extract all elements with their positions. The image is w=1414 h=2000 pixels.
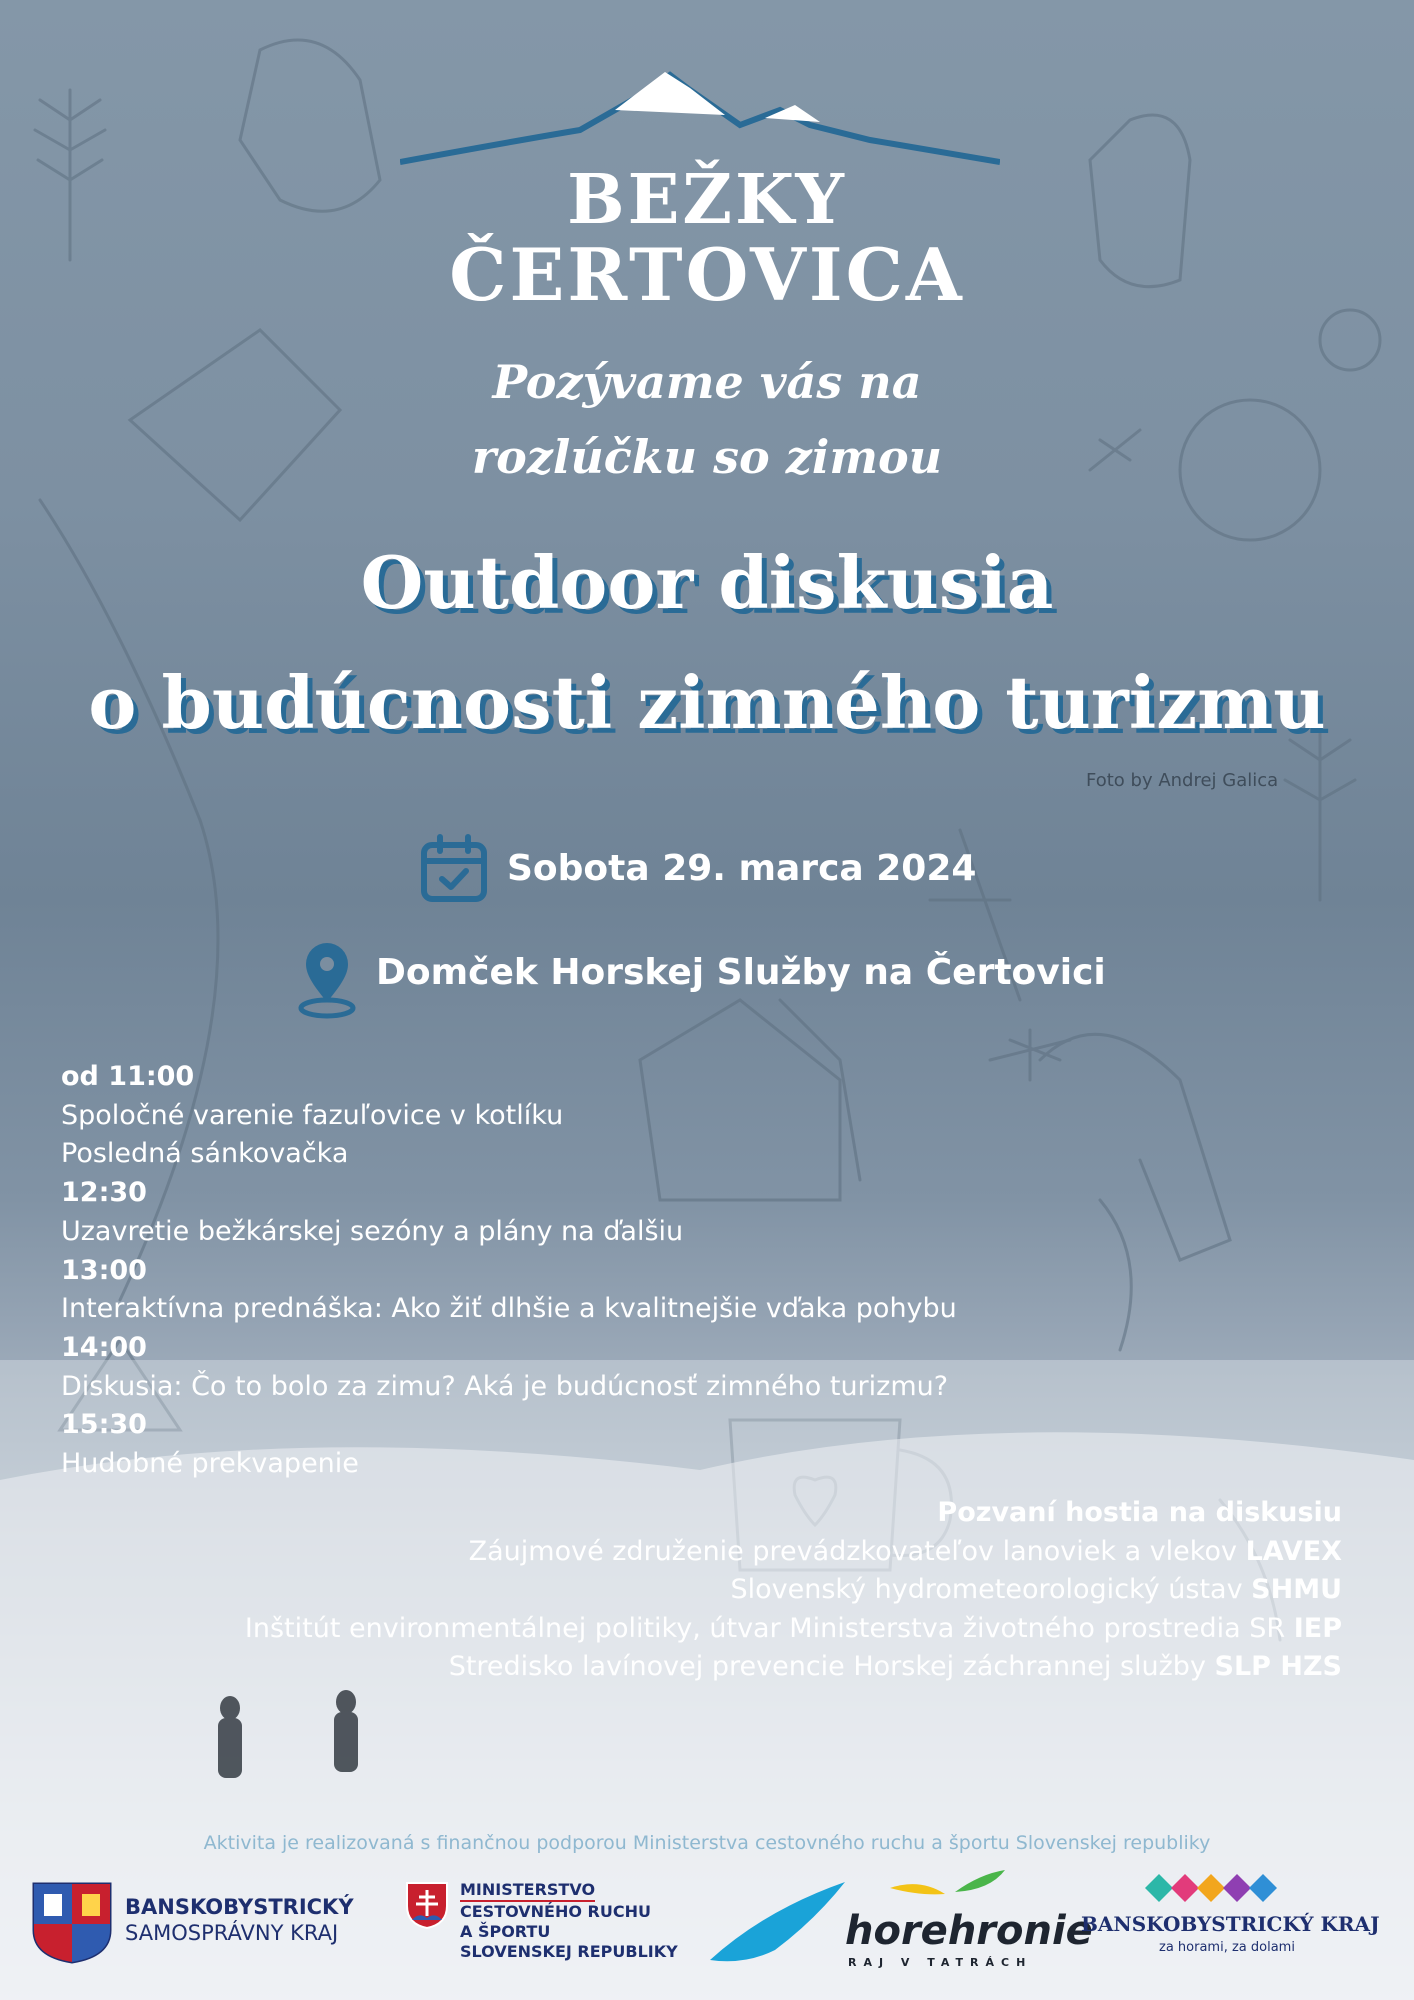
program-activity: Interaktívna prednáška: Ako žiť dlhšie a kvalitnejšie vďaka pohybu — [61, 1293, 957, 1325]
ministry-logo — [402, 1880, 692, 1970]
horehronie-logo — [705, 1870, 1093, 1970]
brand-title-line1: BEŽKY — [567, 160, 847, 240]
bbkraj-tagline: za horami, za dolami — [1159, 1940, 1295, 1955]
ministry-line2: CESTOVNÉHO RUCHU — [460, 1902, 651, 1921]
brand-title-line2: ČERTOVICA — [449, 232, 965, 317]
program-time: 14:00 — [61, 1331, 147, 1363]
guest-abbr: IEP — [1293, 1612, 1342, 1644]
map-pin-icon — [292, 940, 362, 1020]
guest-name: Záujmové združenie prevádzkovateľov lanoviek a vlekov — [468, 1535, 1237, 1567]
slovak-shield-icon — [402, 1880, 452, 1930]
program-activity: Spoločné varenie fazuľovice v kotlíku — [61, 1099, 564, 1131]
ministry-logo-text — [460, 1880, 678, 1962]
guest-item — [245, 1533, 1342, 1572]
bbsk-logo — [30, 1880, 380, 1960]
program-schedule — [61, 1058, 1161, 1484]
event-venue: Domček Horskej Služby na Čertovici — [376, 952, 1106, 993]
bbkraj-hearts-icon — [1075, 1868, 1395, 1908]
guest-item — [245, 1610, 1342, 1649]
ministry-line4: SLOVENSKEJ REPUBLIKY — [460, 1942, 678, 1961]
photo-credit: Foto by Andrej Galica — [1086, 770, 1279, 791]
invite-line2: rozlúčku so zimou — [471, 430, 943, 484]
program-time: 12:30 — [61, 1177, 147, 1209]
bbkraj-name: BANSKOBYSTRICKÝ KRAJ — [1081, 1912, 1380, 1936]
program-activity: Posledná sánkovačka — [61, 1138, 349, 1170]
funding-note: Aktivita je realizovaná s finančnou podporou Ministerstva cestovného ruchu a športu Slovenskej republiky — [203, 1832, 1211, 1854]
bbsk-line2: SAMOSPRÁVNY KRAJ — [125, 1921, 339, 1945]
event-date: Sobota 29. marca 2024 — [507, 848, 977, 889]
horehronie-name: horehronie — [845, 1908, 1093, 1954]
program-activity: Hudobné prekvapenie — [61, 1448, 359, 1480]
bbsk-line1: BANSKOBYSTRICKÝ — [125, 1895, 354, 1919]
guests-list — [245, 1494, 1342, 1687]
bbkraj-logo — [1075, 1868, 1395, 1968]
invite-line1: Pozývame vás na — [492, 355, 922, 409]
guest-abbr: LAVEX — [1245, 1535, 1342, 1567]
guest-item — [245, 1648, 1342, 1687]
program-time: od 11:00 — [61, 1061, 195, 1092]
guest-item — [245, 1571, 1342, 1610]
guest-name: Stredisko lavínovej prevencie Horskej záchrannej služby — [448, 1651, 1206, 1682]
ministry-line3: A ŠPORTU — [460, 1922, 551, 1941]
program-time: 15:30 — [61, 1409, 147, 1441]
horehronie-tagline: RAJ V TATRÁCH — [848, 1956, 1033, 1969]
guest-abbr: SLP HZS — [1214, 1651, 1342, 1682]
ministry-line1: MINISTERSTVO — [460, 1880, 595, 1902]
bbsk-logo-text — [125, 1894, 354, 1946]
program-activity: Uzavretie bežkárskej sezóny a plány na ďalšiu — [61, 1215, 684, 1247]
guest-name: Slovenský hydrometeorologický ústav — [730, 1574, 1243, 1605]
program-activity: Diskusia: Čo to bolo za zimu? Aká je budúcnosť zimného turizmu? — [61, 1370, 949, 1402]
guest-name: Inštitút environmentálnej politiky, útvar Ministerstva životného prostredia SR — [244, 1612, 1286, 1644]
guests-title: Pozvaní hostia na diskusiu — [937, 1497, 1342, 1528]
headline-line2: o budúcnosti zimného turizmu — [88, 660, 1326, 745]
bbsk-coat-of-arms-icon — [30, 1880, 114, 1964]
calendar-check-icon — [418, 833, 490, 905]
headline-line1: Outdoor diskusia — [360, 540, 1054, 625]
program-time: 13:00 — [61, 1254, 147, 1286]
guest-abbr: SHMU — [1251, 1574, 1342, 1605]
mountain-logo-icon — [400, 70, 1000, 170]
